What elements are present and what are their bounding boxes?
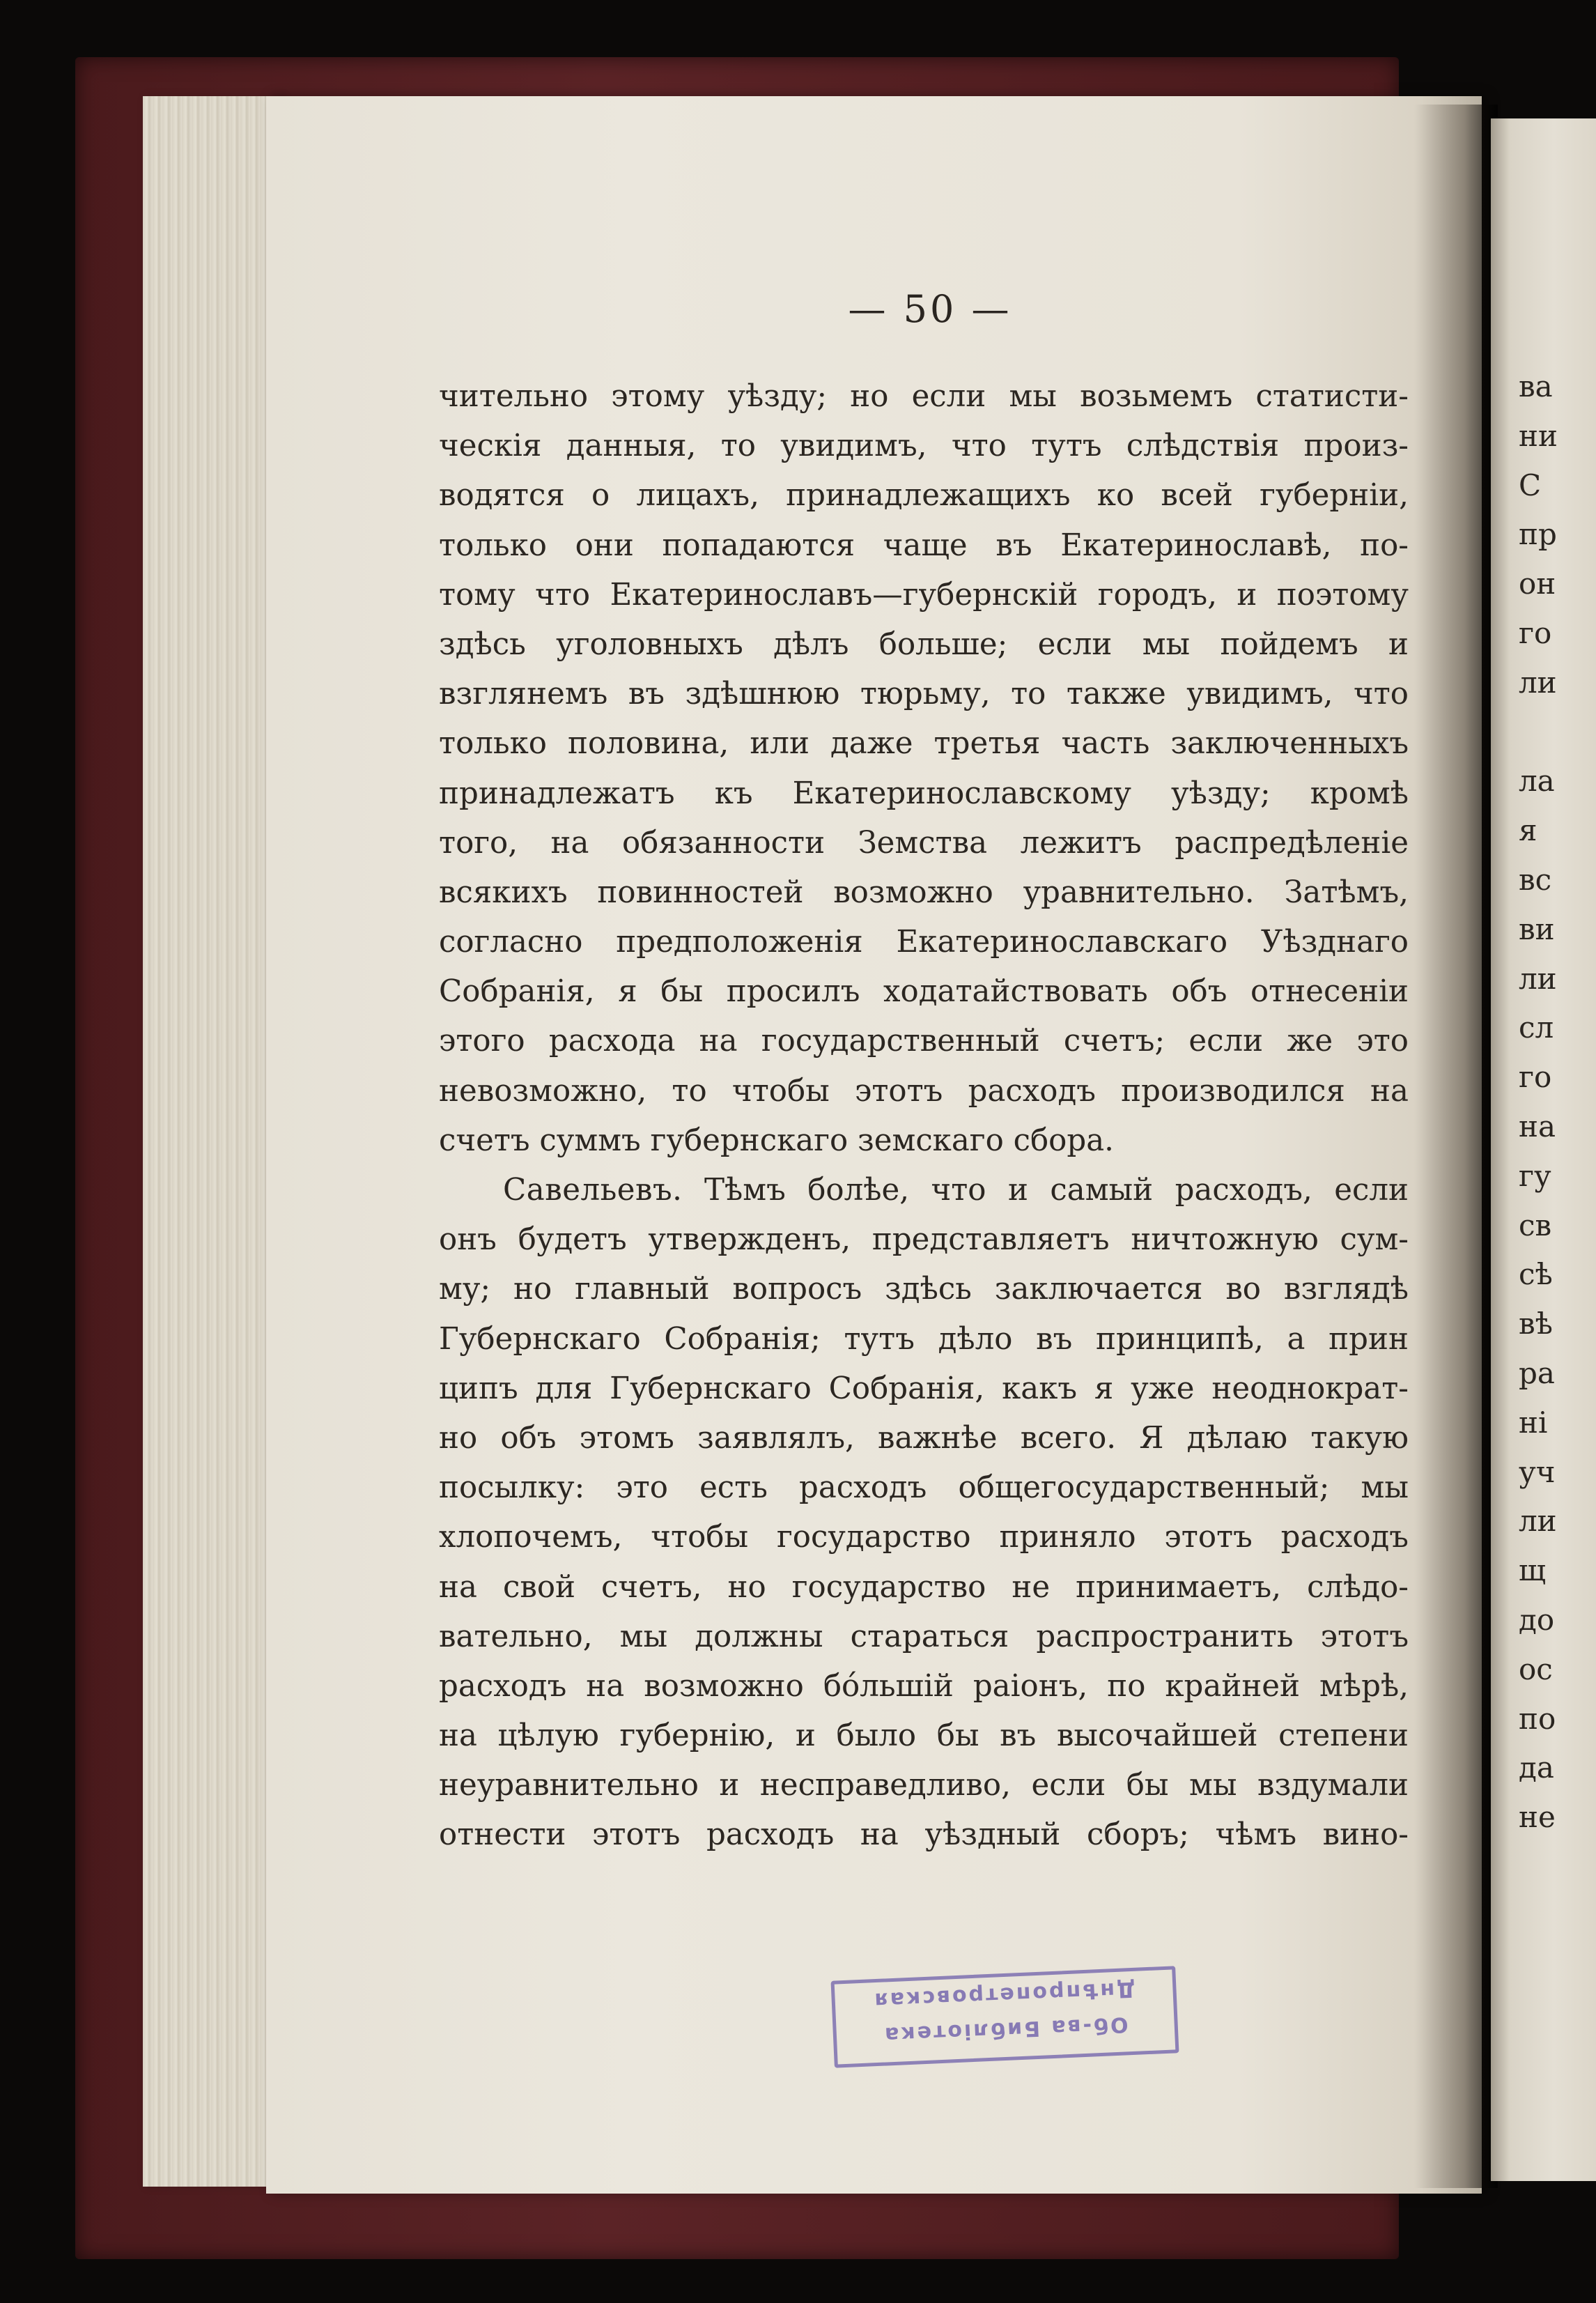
- facing-fragment: ли: [1519, 961, 1557, 996]
- facing-fragment: сѣ: [1519, 1257, 1553, 1292]
- facing-fragment: вс: [1519, 862, 1552, 897]
- text-line: счетъ суммъ губернскаго земскаго сбора.: [439, 1123, 1114, 1158]
- facing-fragment: ли: [1519, 665, 1557, 700]
- facing-fragment: ос: [1519, 1651, 1553, 1686]
- text-line: невозможно, то чтобы этотъ расходъ производился на: [439, 1073, 1409, 1109]
- library-stamp: [831, 1966, 1179, 2067]
- facing-fragment: ли: [1519, 1504, 1557, 1539]
- text-line: отнести этотъ расходъ на уѣздный сборъ; чѣмъ вино-: [439, 1817, 1409, 1853]
- text-line: ципъ для Губернскаго Собранія, какъ я уже неоднократ-: [439, 1371, 1409, 1406]
- text-line: хлопочемъ, чтобы государство приняло этотъ расходъ: [439, 1520, 1409, 1555]
- facing-fragment: сл: [1519, 1010, 1554, 1045]
- speech-first-line: [439, 1166, 1409, 1215]
- book-gutter: [1414, 105, 1498, 2188]
- text-line: согласно предположенія Екатеринославскаго Уѣзднаго: [439, 925, 1409, 960]
- facing-fragment: на: [1519, 1109, 1556, 1143]
- paragraph: [439, 372, 1409, 1166]
- text-line: взглянемъ въ здѣшнюю тюрьму, то также увидимъ, что: [439, 677, 1409, 712]
- text-line: водятся о лицахъ, принадлежащихъ ко всей губерніи,: [439, 478, 1409, 514]
- facing-fragment: С: [1519, 468, 1542, 502]
- paragraph: [439, 1215, 1409, 1860]
- text-line: му; но главный вопросъ здѣсь заключается во взглядѣ: [439, 1272, 1409, 1307]
- text-line: принадлежатъ къ Екатеринославскому уѣзду; кромѣ: [439, 776, 1409, 811]
- text-line: чительно этому уѣзду; но если мы возьмемъ статисти-: [439, 379, 1409, 414]
- facing-fragment: гу: [1519, 1158, 1551, 1193]
- text-line: только они попадаются чаще въ Екатеринославѣ, по-: [439, 527, 1409, 563]
- facing-fragment: вѣ: [1519, 1307, 1553, 1341]
- text-line: тому что Екатеринославъ—губернскій городъ, и поэтому: [439, 577, 1409, 613]
- facing-fragment: не: [1519, 1800, 1556, 1835]
- text-line: Собранія, я бы просилъ ходатайствовать объ отнесеніи: [439, 974, 1409, 1010]
- stamp-line-2: Об-ва Библіотека: [882, 2012, 1129, 2047]
- text-line: расходъ на возможно бóльшій раіонъ, по крайней мѣрѣ,: [439, 1668, 1409, 1704]
- facing-fragment: да: [1519, 1750, 1554, 1785]
- facing-fragment: по: [1519, 1701, 1556, 1736]
- stamp-line-1: Днѣпропетровская: [871, 1976, 1136, 2013]
- page-body: [439, 372, 1409, 1861]
- text-line: неуравнительно и несправедливо, если бы мы вздумали: [439, 1768, 1409, 1803]
- speaker-name: Савельевъ.: [503, 1173, 683, 1208]
- facing-fragment: ра: [1519, 1355, 1555, 1390]
- facing-fragment: пр: [1519, 517, 1557, 552]
- page-number: — 50 —: [848, 287, 1012, 331]
- facing-fragment: уч: [1519, 1454, 1556, 1489]
- text-line: Губернскаго Собранія; тутъ дѣло въ принципѣ, а прин: [439, 1321, 1409, 1357]
- facing-fragment: до: [1519, 1602, 1555, 1637]
- facing-fragment: ви: [1519, 911, 1555, 946]
- text-line: здѣсь уголовныхъ дѣлъ больше; если мы пойдемъ и: [439, 626, 1409, 662]
- facing-fragment: го: [1519, 615, 1552, 650]
- facing-page-text: [1519, 362, 1596, 1842]
- facing-fragment: ла: [1519, 764, 1555, 799]
- facing-fragment: [1519, 708, 1596, 757]
- text-line: вательно, мы должны стараться распространить этотъ: [439, 1619, 1409, 1654]
- text-line: всякихъ повинностей возможно уравнительно. Затѣмъ,: [439, 875, 1409, 910]
- text-line: только половина, или даже третья часть заключенныхъ: [439, 726, 1409, 762]
- text-line: того, на обязанности Земства лежитъ распредѣленіе: [439, 825, 1409, 861]
- text-line: но объ этомъ заявлялъ, важнѣе всего. Я дѣлаю такую: [439, 1420, 1409, 1456]
- text-line: на цѣлую губернію, и было бы въ высочайшей степени: [439, 1718, 1409, 1754]
- facing-fragment: я: [1519, 813, 1537, 848]
- text-line: на свой счетъ, но государство не принимаетъ, слѣдо-: [439, 1569, 1409, 1605]
- facing-fragment: ва: [1519, 369, 1553, 403]
- facing-fragment: го: [1519, 1060, 1552, 1095]
- facing-fragment: св: [1519, 1208, 1552, 1242]
- speech-first-text: Тѣмъ болѣе, что и самый расходъ, если: [704, 1173, 1409, 1208]
- facing-fragment: щ: [1519, 1553, 1547, 1588]
- text-line: онъ будетъ утвержденъ, представляетъ ничтожную сум-: [439, 1222, 1409, 1258]
- text-line: ческія данныя, то увидимъ, что тутъ слѣдствія произ-: [439, 429, 1409, 464]
- facing-fragment: ни: [1519, 418, 1558, 453]
- text-line: посылку: это есть расходъ общегосударственный; мы: [439, 1470, 1409, 1506]
- facing-fragment: ні: [1519, 1405, 1548, 1440]
- facing-fragment: он: [1519, 567, 1556, 601]
- text-line: этого расхода на государственный счетъ; если же это: [439, 1024, 1409, 1059]
- page-edges: [143, 96, 282, 2187]
